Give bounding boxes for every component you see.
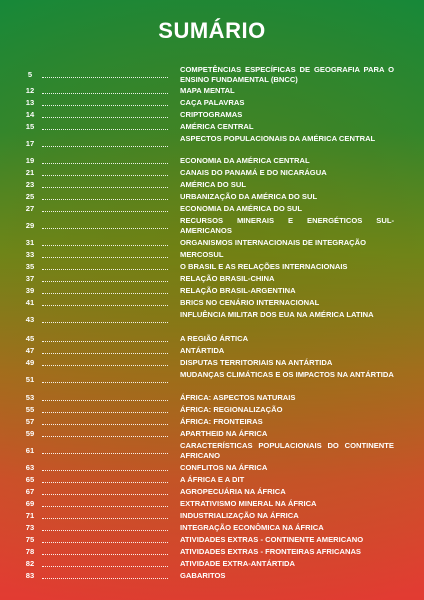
toc-leader-dots bbox=[42, 269, 168, 270]
toc-page-number: 35 bbox=[25, 262, 35, 271]
toc-page-number: 65 bbox=[25, 475, 35, 484]
toc-leader-dots bbox=[42, 554, 168, 555]
toc-page-number: 31 bbox=[25, 238, 35, 247]
toc-leader-dots bbox=[42, 578, 168, 579]
toc-page-number: 14 bbox=[25, 110, 35, 119]
toc-page-number: 73 bbox=[25, 523, 35, 532]
toc-entry-title: BRICS NO CENÁRIO INTERNACIONAL bbox=[180, 298, 320, 307]
toc-entry-title: INDUSTRIALIZAÇÃO NA ÁFRICA bbox=[180, 511, 299, 520]
toc-page-number: 55 bbox=[25, 405, 35, 414]
toc-entry-title: ANTÁRTIDA bbox=[180, 346, 225, 355]
toc-entry-title: ECONOMIA DA AMÉRICA DO SUL bbox=[180, 204, 303, 213]
toc-page-number: 5 bbox=[27, 70, 33, 79]
toc-page-number: 61 bbox=[25, 446, 35, 455]
toc-entry-title: MERCOSUL bbox=[180, 250, 224, 259]
toc-page-number: 78 bbox=[25, 547, 35, 556]
toc-leader-dots bbox=[42, 424, 168, 425]
toc-page-number: 29 bbox=[25, 221, 35, 230]
toc-leader-dots bbox=[42, 436, 168, 437]
toc-page-number: 13 bbox=[25, 98, 35, 107]
toc-entry-title: APARTHEID NA ÁFRICA bbox=[180, 429, 268, 438]
toc-leader-dots bbox=[42, 482, 168, 483]
page-title: SUMÁRIO bbox=[158, 18, 266, 43]
toc-entry-title: ÁFRICA: ASPECTOS NATURAIS bbox=[180, 393, 296, 402]
toc-leader-dots bbox=[42, 117, 168, 118]
toc-entry-title: AGROPECUÁRIA NA ÁFRICA bbox=[180, 487, 286, 496]
toc-entry-title: GABARITOS bbox=[180, 571, 226, 580]
toc-leader-dots bbox=[42, 382, 168, 383]
toc-page-number: 19 bbox=[25, 156, 35, 165]
toc-page-number: 49 bbox=[25, 358, 35, 367]
toc-leader-dots bbox=[42, 146, 168, 147]
toc-leader-dots bbox=[42, 305, 168, 306]
toc-page-number: 75 bbox=[25, 535, 35, 544]
toc-page-number: 33 bbox=[25, 250, 35, 259]
toc-leader-dots bbox=[42, 470, 168, 471]
toc-leader-dots bbox=[42, 77, 168, 78]
toc-leader-dots bbox=[42, 163, 168, 164]
toc-page-number: 53 bbox=[25, 393, 35, 402]
toc-leader-dots bbox=[42, 453, 168, 454]
toc-entry-title: ASPECTOS POPULACIONAIS DA AMÉRICA CENTRAL bbox=[180, 134, 376, 143]
toc-leader-dots bbox=[42, 412, 168, 413]
toc-page-number: 63 bbox=[25, 463, 35, 472]
toc-leader-dots bbox=[42, 566, 168, 567]
toc-entry-title: CRIPTOGRAMAS bbox=[180, 110, 243, 119]
toc-entry-title: CARACTERÍSTICAS POPULACIONAIS DO CONTINENTE AFRICANO bbox=[180, 441, 394, 460]
toc-entry-title: COMPETÊNCIAS ESPECÍFICAS DE GEOGRAFIA PARA O ENSINO FUNDAMENTAL (BNCC) bbox=[180, 65, 394, 84]
toc-entry-title: ECONOMIA DA AMÉRICA CENTRAL bbox=[180, 156, 310, 165]
toc-leader-dots bbox=[42, 245, 168, 246]
toc-leader-dots bbox=[42, 530, 168, 531]
toc-page-number: 59 bbox=[25, 429, 35, 438]
toc-page-number: 71 bbox=[25, 511, 35, 520]
toc-entry-title: A REGIÃO ÁRTICA bbox=[180, 334, 249, 343]
toc-entry-title: DISPUTAS TERRITORIAIS NA ANTÁRTIDA bbox=[180, 358, 333, 367]
toc-entry-title: CANAIS DO PANAMÁ E DO NICARÁGUA bbox=[180, 168, 327, 177]
toc-leader-dots bbox=[42, 211, 168, 212]
toc-leader-dots bbox=[42, 228, 168, 229]
toc-entry-title: ATIVIDADE EXTRA-ANTÁRTIDA bbox=[180, 559, 296, 568]
toc-page-number: 21 bbox=[25, 168, 35, 177]
toc-leader-dots bbox=[42, 400, 168, 401]
toc-page-number: 47 bbox=[25, 346, 35, 355]
toc-entry-title: EXTRATIVISMO MINERAL NA ÁFRICA bbox=[180, 499, 317, 508]
toc-leader-dots bbox=[42, 353, 168, 354]
toc-leader-dots bbox=[42, 105, 168, 106]
toc-page-number: 27 bbox=[25, 204, 35, 213]
toc-page-number: 83 bbox=[25, 571, 35, 580]
toc-entry-title: INFLUÊNCIA MILITAR DOS EUA NA AMÉRICA LATINA bbox=[180, 310, 374, 319]
toc-leader-dots bbox=[42, 365, 168, 366]
toc-leader-dots bbox=[42, 93, 168, 94]
toc-page-number: 17 bbox=[25, 139, 35, 148]
toc-leader-dots bbox=[42, 293, 168, 294]
toc-entry-title: CAÇA PALAVRAS bbox=[180, 98, 245, 107]
toc-page-number: 23 bbox=[25, 180, 35, 189]
toc-page-number: 51 bbox=[25, 375, 35, 384]
toc-entry-title: URBANIZAÇÃO DA AMÉRICA DO SUL bbox=[180, 192, 318, 201]
toc-entry-title: A ÁFRICA E A DIT bbox=[180, 475, 245, 484]
toc-leader-dots bbox=[42, 129, 168, 130]
toc-entry-title: MAPA MENTAL bbox=[180, 86, 235, 95]
toc-leader-dots bbox=[42, 494, 168, 495]
toc-entry-title: AMÉRICA DO SUL bbox=[180, 180, 246, 189]
toc-entry-title: ÁFRICA: REGIONALIZAÇÃO bbox=[180, 405, 283, 414]
toc-entry-title: ATIVIDADES EXTRAS - FRONTEIRAS AFRICANAS bbox=[180, 547, 361, 556]
toc-entry-title: RELAÇÃO BRASIL-ARGENTINA bbox=[180, 286, 296, 295]
toc-leader-dots bbox=[42, 175, 168, 176]
toc-leader-dots bbox=[42, 281, 168, 282]
toc-page-number: 45 bbox=[25, 334, 35, 343]
toc-page-number: 37 bbox=[25, 274, 35, 283]
toc-leader-dots bbox=[42, 199, 168, 200]
toc-leader-dots bbox=[42, 518, 168, 519]
toc-entry-title: CONFLITOS NA ÁFRICA bbox=[180, 463, 268, 472]
toc-leader-dots bbox=[42, 257, 168, 258]
toc-page-number: 12 bbox=[25, 86, 35, 95]
toc-entry-title: INTEGRAÇÃO ECONÔMICA NA ÁFRICA bbox=[180, 523, 324, 532]
toc-page-number: 67 bbox=[25, 487, 35, 496]
toc-leader-dots bbox=[42, 341, 168, 342]
toc-entry-title: O BRASIL E AS RELAÇÕES INTERNACIONAIS bbox=[180, 262, 348, 271]
toc-leader-dots bbox=[42, 322, 168, 323]
toc-page-number: 39 bbox=[25, 286, 35, 295]
toc-entry-title: ÁFRICA: FRONTEIRAS bbox=[180, 417, 263, 426]
toc-page-number: 41 bbox=[25, 298, 35, 307]
toc-page-number: 43 bbox=[25, 315, 35, 324]
toc-page-number: 25 bbox=[25, 192, 35, 201]
toc-entry-title: RECURSOS MINERAIS E ENERGÉTICOS SUL-AMERICANOS bbox=[180, 216, 394, 235]
toc-entry-title: ATIVIDADES EXTRAS - CONTINENTE AMERICANO bbox=[180, 535, 364, 544]
toc-page-number: 69 bbox=[25, 499, 35, 508]
toc-page-number: 57 bbox=[25, 417, 35, 426]
toc-entry-title: ORGANISMOS INTERNACIONAIS DE INTEGRAÇÃO bbox=[180, 238, 367, 247]
toc-leader-dots bbox=[42, 506, 168, 507]
toc-page-number: 82 bbox=[25, 559, 35, 568]
toc-leader-dots bbox=[42, 542, 168, 543]
toc-entry-title: AMÉRICA CENTRAL bbox=[180, 122, 254, 131]
toc-entry-title: RELAÇÃO BRASIL-CHINA bbox=[180, 274, 275, 283]
toc-entry-title: MUDANÇAS CLIMÁTICAS E OS IMPACTOS NA ANTÁRTIDA bbox=[180, 370, 394, 379]
toc-page-number: 15 bbox=[25, 122, 35, 131]
toc-leader-dots bbox=[42, 187, 168, 188]
